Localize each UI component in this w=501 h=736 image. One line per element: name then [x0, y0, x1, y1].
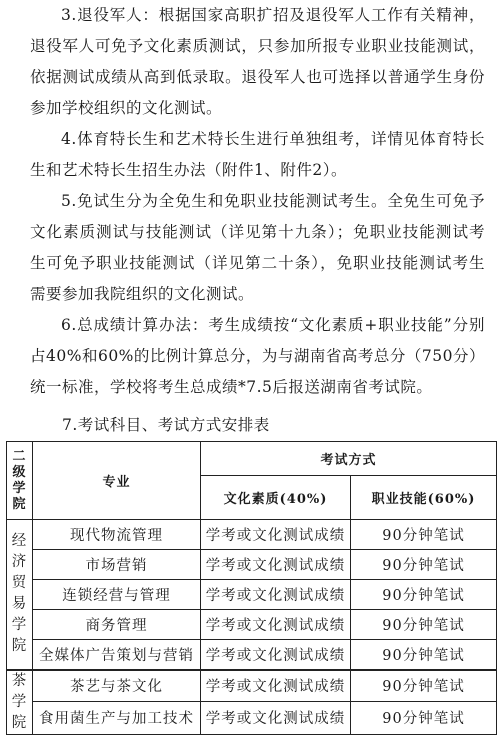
- header-exam-mode: 考试方式: [201, 442, 497, 476]
- table-row: [7, 550, 497, 580]
- major-cell: 商务管理: [33, 610, 201, 640]
- skill-cell: 90分钟笔试: [351, 702, 497, 734]
- skill-cell: 90分钟笔试: [351, 670, 497, 702]
- skill-cell: 90分钟笔试: [351, 580, 497, 610]
- header-culture-quality: 文化素质(40%): [201, 476, 351, 520]
- table-row: [7, 520, 497, 550]
- exam-arrangement-table: [6, 441, 497, 735]
- major-cell: 茶艺与茶文化: [33, 670, 201, 702]
- culture-cell: 学考或文化测试成绩: [201, 670, 351, 702]
- paragraph-veterans: 3.退役军人：根据国家高职扩招及退役军人工作有关精神，退役军人可免予文化素质测试，只参加所报专业职业技能测试，依据测试成绩从高到低录取。退役军人也可选择以普通学生身份参加学校组织的文化测试。: [30, 6, 485, 117]
- culture-cell: 学考或文化测试成绩: [201, 610, 351, 640]
- paragraph-special-talent: 4.体育特长生和艺术特长生进行单独组考，详情见体育特长生和艺术特长生招生办法（附件1、附件2）。: [30, 130, 485, 179]
- paragraph-total-score: 6.总成绩计算办法：考生成绩按“文化素质+职业技能”分别占40%和60%的比例计算总分，为与湖南省高考总分（750分）统一标准，学校将考生总成绩*7.5后报送湖南省考试院。: [30, 316, 485, 396]
- header-major: 专业: [33, 442, 201, 520]
- skill-cell: 90分钟笔试: [351, 610, 497, 640]
- table-row: [7, 670, 497, 702]
- paragraph-exempt-students: 5.免试生分为全免生和免职业技能测试考生。全免生可免予文化素质测试与技能测试（详见第十九条）；免职业技能测试考生可免予职业技能测试（详见第二十条），免职业技能测试考生需要参加我院组织的文化测试。: [30, 192, 485, 303]
- culture-cell: 学考或文化测试成绩: [201, 520, 351, 550]
- skill-cell: 90分钟笔试: [351, 520, 497, 550]
- skill-cell: 90分钟笔试: [351, 640, 497, 670]
- college-economics-trade: 经 济 贸 易 学 院: [7, 520, 33, 670]
- table-row: [7, 702, 497, 734]
- table-row: [7, 580, 497, 610]
- culture-cell: 学考或文化测试成绩: [201, 640, 351, 670]
- culture-cell: 学考或文化测试成绩: [201, 550, 351, 580]
- major-cell: 全媒体广告策划与营销: [33, 640, 201, 670]
- major-cell: 食用菌生产与加工技术: [33, 702, 201, 734]
- culture-cell: 学考或文化测试成绩: [201, 702, 351, 734]
- major-cell: 连锁经营与管理: [33, 580, 201, 610]
- table-header-row: [7, 442, 497, 476]
- major-cell: 现代物流管理: [33, 520, 201, 550]
- major-cell: 市场营销: [33, 550, 201, 580]
- table-row: [7, 640, 497, 670]
- table-row: [7, 610, 497, 640]
- college-tea: 茶 学 院: [7, 670, 33, 735]
- culture-cell: 学考或文化测试成绩: [201, 580, 351, 610]
- header-vocational-skill: 职业技能(60%): [351, 476, 497, 520]
- header-secondary-college: 二 级 学 院: [7, 442, 33, 520]
- table-caption: 7.考试科目、考试方式安排表: [62, 416, 270, 434]
- skill-cell: 90分钟笔试: [351, 550, 497, 580]
